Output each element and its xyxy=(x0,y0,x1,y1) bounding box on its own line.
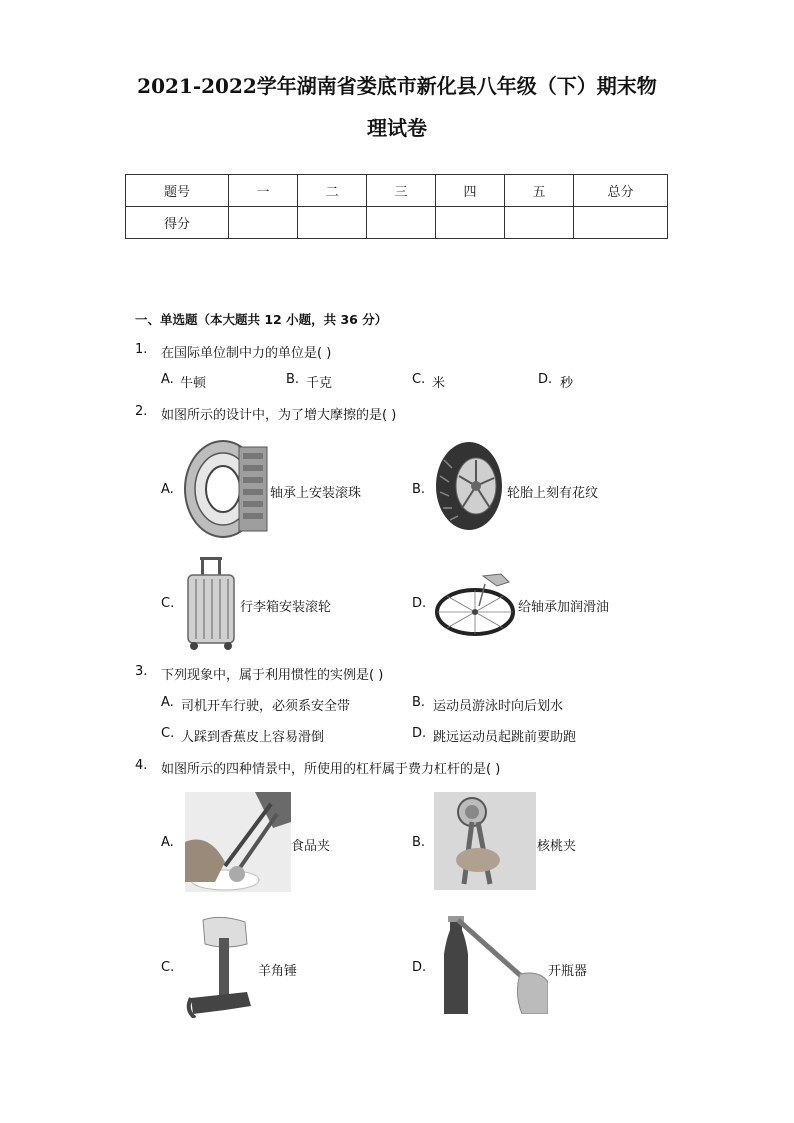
option-text: 牛顿 xyxy=(180,376,207,391)
nutcracker-image xyxy=(434,792,536,890)
score-cell[interactable] xyxy=(574,207,668,239)
page-title: 2021-2022学年湖南省娄底市新化县八年级（下）期末物 xyxy=(137,74,657,98)
option-text: 米 xyxy=(432,376,446,391)
score-cell[interactable] xyxy=(505,207,574,239)
bicycle-wheel-image xyxy=(435,572,517,636)
option-text: 开瓶器 xyxy=(548,964,588,979)
option-text: 核桃夹 xyxy=(537,839,577,854)
suitcase-image xyxy=(184,555,238,651)
score-cell[interactable] xyxy=(436,207,505,239)
option-letter: C. xyxy=(412,372,426,387)
question-number: 4. xyxy=(135,758,148,773)
question-text: 在国际单位制中力的单位是( ) xyxy=(161,346,332,361)
option-text: 行李箱安装滚轮 xyxy=(240,600,332,615)
question-number: 1. xyxy=(135,342,148,357)
option-text: 秒 xyxy=(560,376,574,391)
option-letter: A. xyxy=(161,372,174,387)
page-title-line2: 理试卷 xyxy=(367,116,427,140)
option-text: 轴承上安装滚珠 xyxy=(270,486,362,501)
score-header-cell: 题号 xyxy=(126,175,229,207)
option-letter: B. xyxy=(412,482,426,497)
question-number: 3. xyxy=(135,664,148,679)
option-letter: C. xyxy=(161,596,175,611)
option-letter: B. xyxy=(412,695,426,710)
option-text: 人踩到香蕉皮上容易滑倒 xyxy=(181,730,325,745)
score-table xyxy=(125,174,668,239)
score-header-cell: 总分 xyxy=(574,175,668,207)
score-header-cell: 一 xyxy=(229,175,298,207)
option-text: 运动员游泳时向后划水 xyxy=(433,699,564,714)
option-letter: C. xyxy=(161,726,175,741)
score-cell[interactable] xyxy=(229,207,298,239)
option-text: 千克 xyxy=(306,376,333,391)
option-letter: B. xyxy=(412,835,426,850)
option-letter: D. xyxy=(412,960,427,975)
option-letter: A. xyxy=(161,835,174,850)
question-text: 如图所示的设计中，为了增大摩擦的是( ) xyxy=(161,408,397,423)
option-letter: A. xyxy=(161,482,174,497)
question-text: 如图所示的四种情景中，所使用的杠杆属于费力杠杆的是( ) xyxy=(161,762,501,777)
option-text: 羊角锤 xyxy=(258,964,298,979)
score-header-cell: 二 xyxy=(298,175,367,207)
claw-hammer-image xyxy=(185,914,255,1018)
score-header-cell: 五 xyxy=(505,175,574,207)
option-letter: D. xyxy=(538,372,553,387)
option-text: 食品夹 xyxy=(291,839,331,854)
score-table-row xyxy=(126,207,668,239)
food-tongs-image xyxy=(185,792,291,892)
question-number: 2. xyxy=(135,404,148,419)
option-text: 轮胎上刻有花纹 xyxy=(507,486,599,501)
score-cell[interactable] xyxy=(298,207,367,239)
score-table-header-row xyxy=(126,175,668,207)
tire-tread-image xyxy=(434,440,504,532)
option-letter: A. xyxy=(161,695,174,710)
option-text: 给轴承加润滑油 xyxy=(518,600,610,615)
question-text: 下列现象中，属于利用惯性的实例是( ) xyxy=(161,668,384,683)
bottle-opener-image xyxy=(436,914,548,1014)
option-text: 司机开车行驶，必须系安全带 xyxy=(181,699,351,714)
option-text: 跳远运动员起跳前要助跑 xyxy=(433,730,577,745)
score-cell[interactable] xyxy=(367,207,436,239)
score-header-cell: 三 xyxy=(367,175,436,207)
section-heading: 一、单选题（本大题共 12 小题，共 36 分） xyxy=(135,312,388,327)
ball-bearing-image xyxy=(183,437,269,541)
option-letter: D. xyxy=(412,596,427,611)
score-row-label: 得分 xyxy=(126,207,229,239)
option-letter: B. xyxy=(286,372,300,387)
score-header-cell: 四 xyxy=(436,175,505,207)
option-letter: C. xyxy=(161,960,175,975)
option-letter: D. xyxy=(412,726,427,741)
